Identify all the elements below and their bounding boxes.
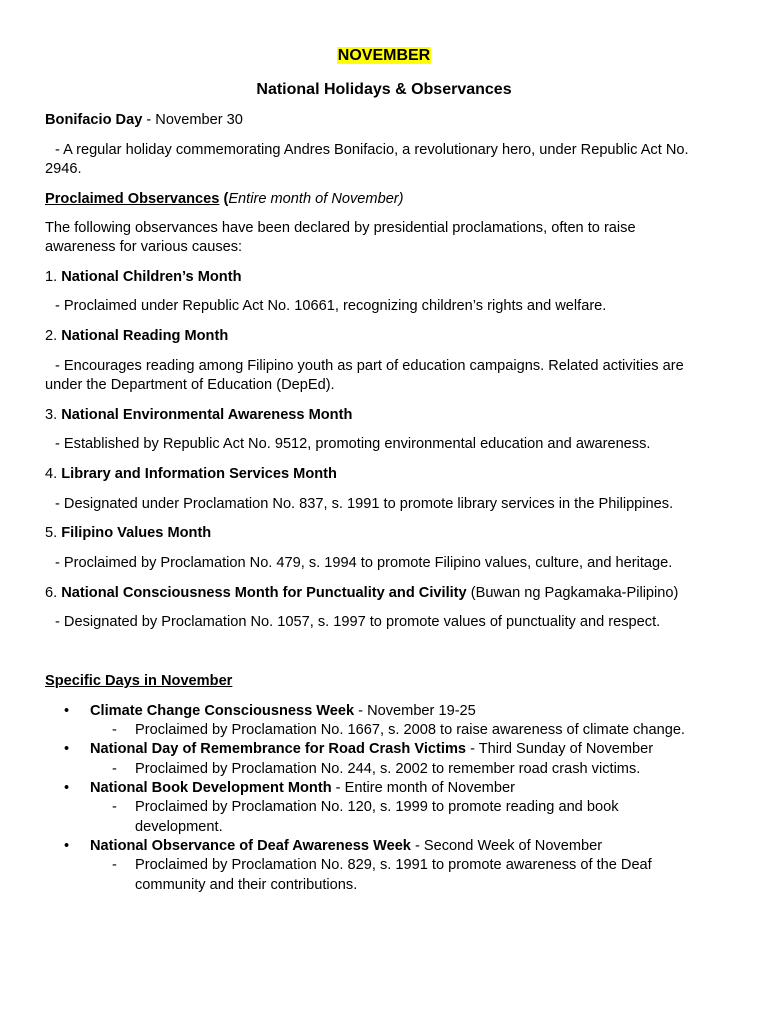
- dash-icon: -: [112, 857, 117, 873]
- proclaimed-note: Entire month of November): [228, 191, 404, 207]
- specific-item-title: National Book Development Month: [90, 780, 332, 796]
- month-title-wrap: [45, 45, 723, 67]
- dash-icon: -: [112, 722, 117, 738]
- observance-number: 6.: [45, 585, 62, 601]
- observance-title-line: [45, 465, 723, 485]
- observance-title: National Children’s Month: [61, 269, 242, 285]
- observance-desc: - Proclaimed under Republic Act No. 10661, recognizing children’s rights and welfare.: [55, 298, 607, 314]
- bonifacio-line: [45, 111, 723, 131]
- proclaimed-heading: Proclaimed Observances: [45, 191, 220, 207]
- bullet-icon: •: [64, 741, 70, 757]
- bullet-icon: •: [64, 838, 70, 854]
- specific-item-title: National Observance of Deaf Awareness Week: [90, 838, 411, 854]
- observance-desc-cont: under the Department of Education (DepEd).: [45, 377, 335, 393]
- observance-title: National Consciousness Month for Punctuality and Civility: [61, 585, 467, 601]
- observance-desc: - Established by Republic Act No. 9512, promoting environmental education and awareness.: [55, 436, 651, 452]
- specific-item-title: Climate Change Consciousness Week: [90, 703, 355, 719]
- specific-item-date: - Third Sunday of November: [466, 741, 654, 757]
- observance-number: 2.: [45, 328, 62, 344]
- specific-heading: Specific Days in November: [45, 673, 233, 689]
- observance-number: 4.: [45, 466, 62, 482]
- bullet-icon: •: [64, 703, 70, 719]
- observance-title: Filipino Values Month: [61, 525, 212, 541]
- observance-desc: - Proclaimed by Proclamation No. 479, s. 1994 to promote Filipino values, culture, and heritage.: [55, 555, 673, 571]
- observance-title-line: [45, 524, 723, 544]
- observance-title-line: [45, 406, 723, 426]
- specific-item-desc-cont: development.: [135, 819, 223, 835]
- observance-number: 1.: [45, 269, 62, 285]
- specific-item-date: - Second Week of November: [410, 838, 603, 854]
- month-title: NOVEMBER: [337, 47, 431, 64]
- observance-desc: - Encourages reading among Filipino youth as part of education campaigns. Related activities are: [55, 358, 684, 374]
- proclaimed-heading-line: [45, 190, 723, 210]
- page-heading: National Holidays & Observances: [256, 81, 512, 98]
- dash-icon: -: [112, 761, 117, 777]
- specific-item-desc: Proclaimed by Proclamation No. 1667, s. 2008 to raise awareness of climate change.: [135, 722, 685, 738]
- specific-item-title: National Day of Remembrance for Road Crash Victims: [90, 741, 467, 757]
- proclaimed-paren: (: [219, 191, 229, 207]
- specific-item-date: - November 19-25: [354, 703, 476, 719]
- specific-heading-line: [45, 672, 723, 692]
- observance-title: Library and Information Services Month: [61, 466, 337, 482]
- observance-desc: - Designated by Proclamation No. 1057, s. 1997 to promote values of punctuality and respect.: [55, 614, 661, 630]
- observance-title-line: [45, 327, 723, 347]
- specific-item-desc: Proclaimed by Proclamation No. 829, s. 1991 to promote awareness of the Deaf: [135, 857, 652, 873]
- proclaimed-intro: The following observances have been declared by presidential proclamations, often to raise: [45, 220, 636, 236]
- dash-icon: -: [112, 799, 117, 815]
- specific-item-desc-cont: community and their contributions.: [135, 877, 358, 893]
- specific-item-date: - Entire month of November: [331, 780, 515, 796]
- bonifacio-title: Bonifacio Day: [45, 112, 143, 128]
- observance-title-line: [45, 268, 723, 288]
- observance-title-line: [45, 584, 723, 604]
- observance-number: 5.: [45, 525, 62, 541]
- bullet-icon: •: [64, 780, 70, 796]
- observance-title: National Environmental Awareness Month: [61, 407, 353, 423]
- observance-number: 3.: [45, 407, 62, 423]
- bonifacio-date: - November 30: [142, 112, 243, 128]
- bonifacio-desc-cont: 2946.: [45, 161, 82, 177]
- observance-desc: - Designated under Proclamation No. 837, s. 1991 to promote library services in the Philippines.: [55, 496, 674, 512]
- proclaimed-intro-cont: awareness for various causes:: [45, 239, 243, 255]
- observance-extra: (Buwan ng Pagkamaka-Pilipino): [466, 585, 679, 601]
- specific-item-desc: Proclaimed by Proclamation No. 244, s. 2002 to remember road crash victims.: [135, 761, 641, 777]
- bonifacio-desc: - A regular holiday commemorating Andres Bonifacio, a revolutionary hero, under Republic Act No.: [55, 142, 689, 158]
- observance-title: National Reading Month: [61, 328, 229, 344]
- specific-item-desc: Proclaimed by Proclamation No. 120, s. 1999 to promote reading and book: [135, 799, 619, 815]
